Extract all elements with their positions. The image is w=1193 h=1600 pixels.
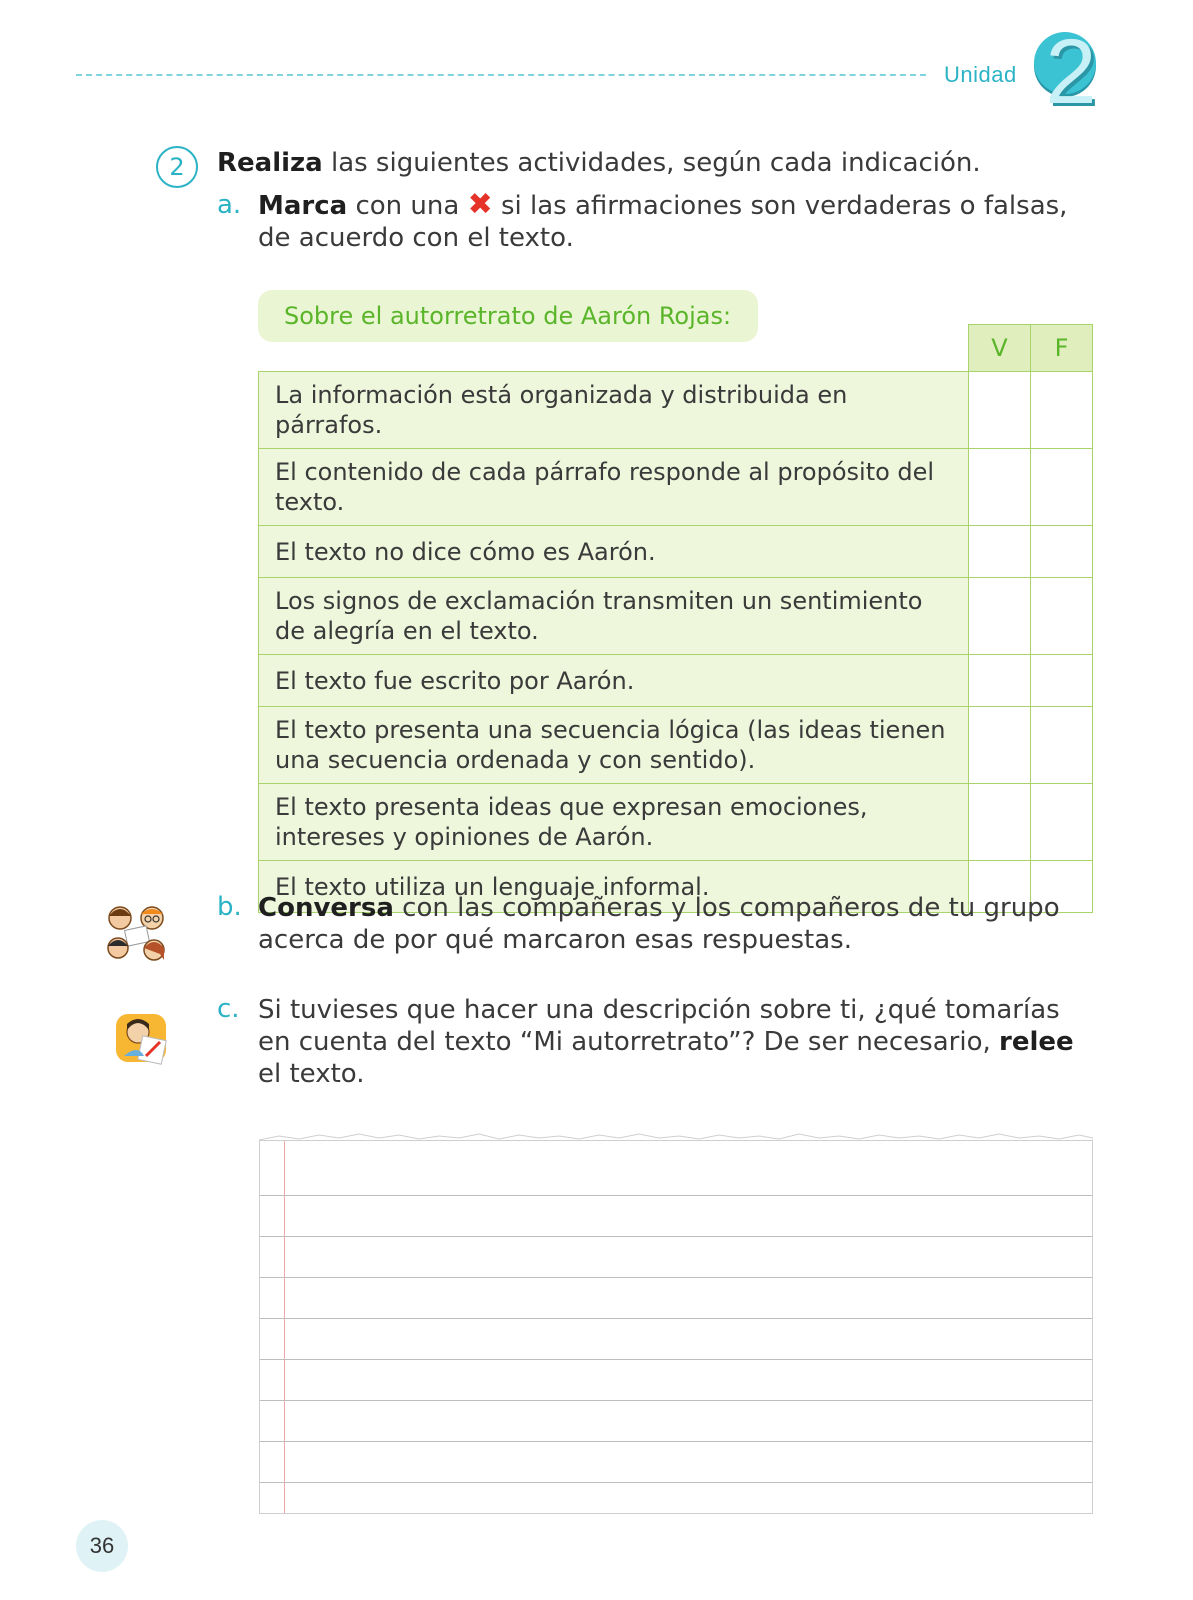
item-b-bold: Conversa [258, 893, 394, 923]
item-c-text [258, 994, 1118, 1090]
item-c-line2: en cuenta del texto “Mi autorretrato”? De ser necesario, [258, 1027, 999, 1057]
writing-line [260, 1441, 1092, 1442]
writing-area[interactable] [259, 1140, 1093, 1514]
group-work-icon [104, 904, 170, 966]
true-box-1[interactable] [969, 372, 1031, 449]
writing-line [260, 1482, 1092, 1483]
item-b-rest: con las compañeras y los compañeros de tu grupo [393, 893, 1060, 923]
header-dashed-line [76, 74, 926, 76]
question-lead-rest: las siguientes actividades, según cada indicación. [322, 148, 981, 178]
unit-label: Unidad [944, 62, 1017, 87]
table-title-tag: Sobre el autorretrato de Aarón Rojas: [258, 290, 758, 342]
item-b-line2: acerca de por qué marcaron esas respuestas. [258, 925, 852, 955]
true-box-3[interactable] [969, 526, 1031, 578]
item-b-text [258, 892, 1118, 956]
item-a-before: con una [347, 191, 468, 221]
true-box-6[interactable] [969, 707, 1031, 784]
false-box-7[interactable] [1031, 784, 1093, 861]
statement-7: El texto presenta ideas que expresan emociones, intereses y opiniones de Aarón. [259, 784, 969, 861]
item-b-letter: b. [217, 892, 242, 922]
question-number: 2 [156, 146, 198, 188]
question-lead-bold: Realiza [217, 148, 323, 178]
item-a-line2: de acuerdo con el texto. [258, 223, 574, 253]
page-number: 36 [76, 1520, 128, 1572]
writing-line [260, 1359, 1092, 1360]
false-box-2[interactable] [1031, 449, 1093, 526]
writing-line [260, 1318, 1092, 1319]
statement-5: El texto fue escrito por Aarón. [259, 655, 969, 707]
true-box-2[interactable] [969, 449, 1031, 526]
writing-line [260, 1277, 1092, 1278]
statement-4: Los signos de exclamación transmiten un sentimiento de alegría en el texto. [259, 578, 969, 655]
item-c-bold: relee [999, 1027, 1074, 1057]
false-box-5[interactable] [1031, 655, 1093, 707]
true-box-4[interactable] [969, 578, 1031, 655]
individual-work-icon [114, 1012, 172, 1066]
writing-margin-line [284, 1141, 285, 1513]
item-c-line3: el texto. [258, 1059, 365, 1089]
writing-line [260, 1195, 1092, 1196]
statement-1: La información está organizada y distribuida en párrafos. [259, 372, 969, 449]
true-box-5[interactable] [969, 655, 1031, 707]
column-v-header: V [969, 325, 1031, 372]
x-mark-icon: ✖ [467, 187, 493, 222]
item-c-letter: c. [217, 994, 240, 1024]
item-a-bold: Marca [258, 191, 348, 221]
item-a-after: si las afirmaciones son verdaderas o falsas, [492, 191, 1068, 221]
item-c-line1: Si tuvieses que hacer una descripción sobre ti, ¿qué tomarías [258, 995, 1060, 1025]
item-a-letter: a. [217, 190, 242, 220]
column-f-header: F [1031, 325, 1093, 372]
false-box-4[interactable] [1031, 578, 1093, 655]
true-false-table [258, 324, 1093, 913]
false-box-3[interactable] [1031, 526, 1093, 578]
question-instruction [217, 148, 981, 178]
true-box-7[interactable] [969, 784, 1031, 861]
statement-2: El contenido de cada párrafo responde al propósito del texto. [259, 449, 969, 526]
unit-number: 2 [1045, 21, 1097, 123]
false-box-6[interactable] [1031, 707, 1093, 784]
false-box-1[interactable] [1031, 372, 1093, 449]
writing-line [260, 1400, 1092, 1401]
item-a-text [258, 187, 1118, 254]
writing-line [260, 1236, 1092, 1237]
statement-3: El texto no dice cómo es Aarón. [259, 526, 969, 578]
statement-6: El texto presenta una secuencia lógica (las ideas tienen una secuencia ordenada y con sentido). [259, 707, 969, 784]
statement-8: El texto utiliza un lenguaje informal. [259, 861, 969, 913]
